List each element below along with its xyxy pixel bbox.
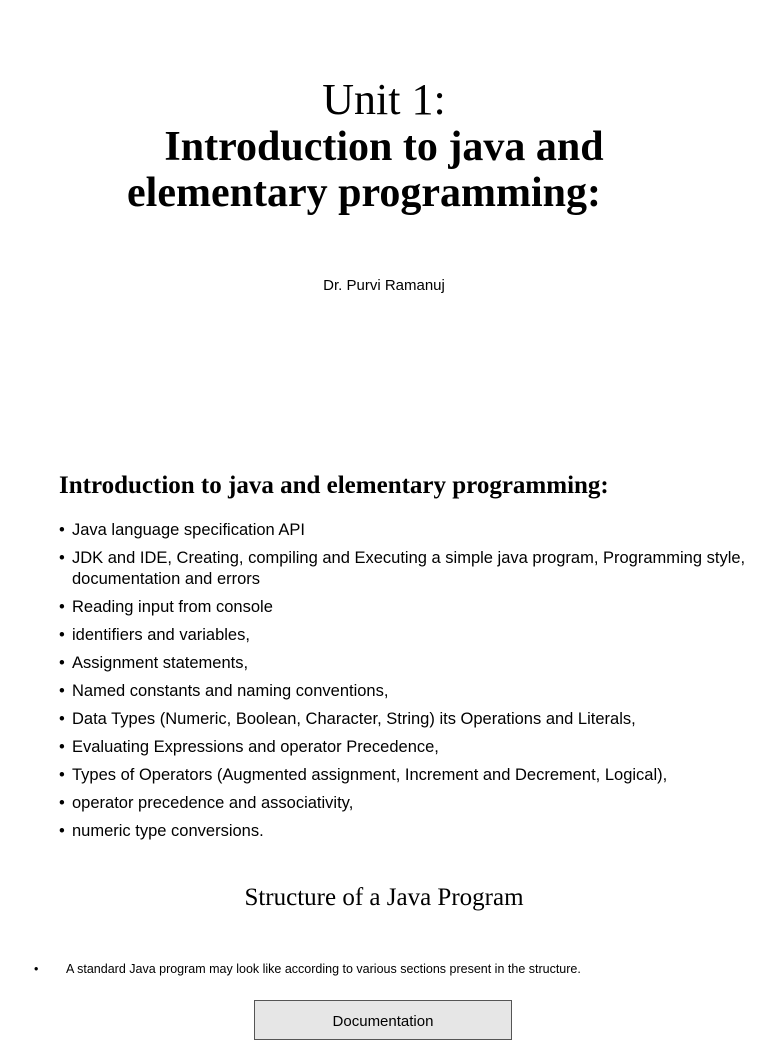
bullet-icon: • (59, 682, 65, 700)
list-item-text: Evaluating Expressions and operator Precedence, (72, 738, 439, 756)
list-item (59, 737, 749, 758)
bullet-icon: • (59, 598, 65, 616)
slide-title (0, 0, 768, 430)
list-item (59, 709, 749, 730)
bullet-icon: • (59, 766, 65, 784)
topics-list (59, 520, 749, 849)
list-item (59, 625, 749, 646)
list-item (59, 548, 749, 590)
bullet-icon: • (59, 521, 65, 539)
list-item (59, 520, 749, 541)
bullet-icon: • (59, 822, 65, 840)
list-item-text: identifiers and variables, (72, 626, 250, 644)
slide-structure (0, 860, 768, 1030)
author-name: Dr. Purvi Ramanuj (323, 277, 445, 294)
list-item (59, 765, 749, 786)
list-item (59, 681, 749, 702)
list-item-text: Data Types (Numeric, Boolean, Character, String) its Operations and Literals, (72, 710, 636, 728)
bullet-icon: • (59, 710, 65, 728)
slide-title-line-2: elementary programming: (127, 170, 601, 216)
topics-heading: Introduction to java and elementary programming: (59, 472, 609, 499)
structure-bullet (34, 960, 581, 978)
list-item-text: operator precedence and associativity, (72, 794, 354, 812)
list-item (59, 653, 749, 674)
list-item (59, 793, 749, 814)
unit-label: Unit 1: (322, 75, 446, 124)
bullet-icon: • (59, 626, 65, 644)
list-item-text: Named constants and naming conventions, (72, 682, 389, 700)
bullet-icon: • (59, 654, 65, 672)
slide-topics (0, 430, 768, 860)
bullet-icon: • (59, 549, 65, 567)
structure-bullet-text: A standard Java program may look like according to various sections present in the structure. (66, 962, 581, 976)
list-item (59, 821, 749, 842)
list-item-text: JDK and IDE, Creating, compiling and Executing a simple java program, Programming style, documentation and errors (72, 549, 746, 588)
list-item-text: numeric type conversions. (72, 822, 264, 840)
bullet-icon: • (34, 962, 39, 976)
list-item-text: Assignment statements, (72, 654, 249, 672)
structure-heading: Structure of a Java Program (244, 884, 524, 911)
documentation-box: Documentation (254, 1000, 512, 1040)
bullet-icon: • (59, 794, 65, 812)
list-item (59, 597, 749, 618)
list-item-text: Java language specification API (72, 521, 305, 539)
bullet-icon: • (59, 738, 65, 756)
slide-title-line-1: Introduction to java and (164, 124, 604, 170)
list-item-text: Reading input from console (72, 598, 273, 616)
list-item-text: Types of Operators (Augmented assignment, Increment and Decrement, Logical), (72, 766, 668, 784)
